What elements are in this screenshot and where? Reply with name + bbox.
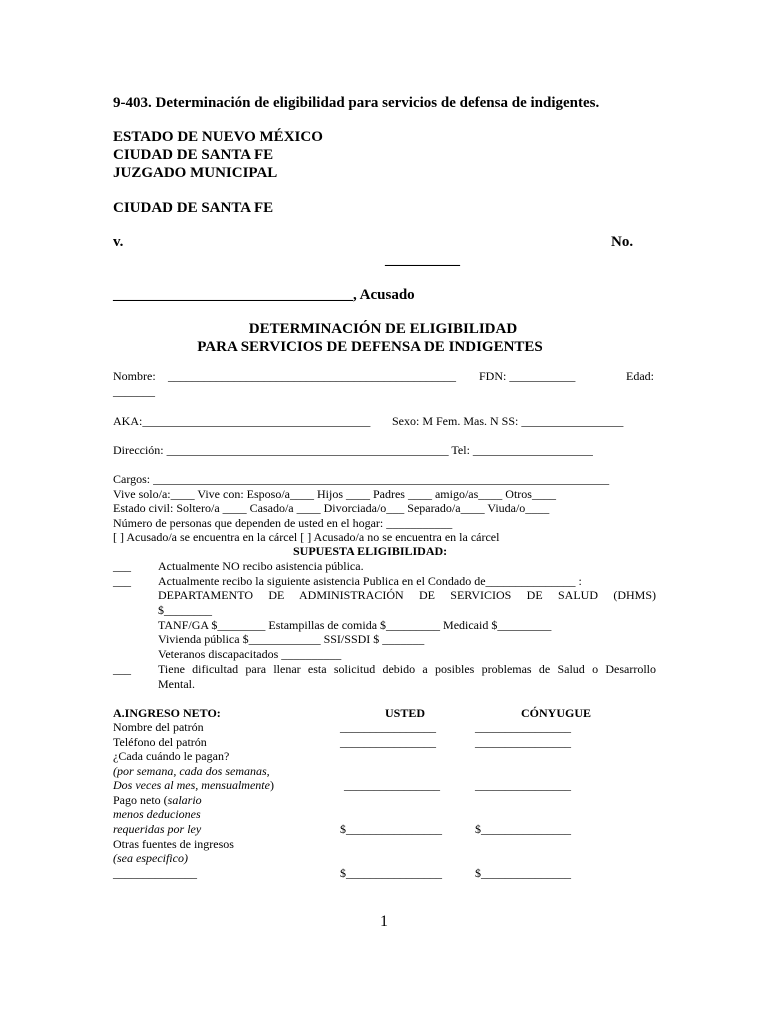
rule-title: 9-403. Determinación de eligibilidad para servicios de defensa de indigentes. [113, 95, 600, 111]
eligibility-item1-blank[interactable]: ___ [113, 559, 131, 573]
net-pay-note2: menos deduciones [113, 807, 201, 821]
accused-line: ________________________________, Acusado [113, 287, 415, 303]
employer-phone-conyuge[interactable]: ________________ [475, 735, 571, 749]
income-col-conyuge: CÓNYUGUE [521, 706, 592, 720]
eligibility-item2-blank[interactable]: ___ [113, 574, 131, 588]
living-situation-field[interactable]: Vive solo/a:____ Vive con: Esposo/a____ Hijos ____ Padres ____ amigo/as____ Otros____ [113, 487, 556, 501]
age-field[interactable]: _______ [113, 384, 155, 398]
eligibility-item2-tanf[interactable]: TANF/GA $________ Estampillas de comida $_________ Medicaid $_________ [158, 618, 552, 632]
pay-frequency-usted[interactable]: ________________ [344, 778, 440, 792]
form-title-line2: PARA SERVICIOS DE DEFENSA DE INDIGENTES [197, 339, 543, 355]
case-number-label: No. [611, 234, 634, 250]
pay-frequency-label: ¿Cada cuándo le pagan? [113, 749, 230, 763]
case-number-blank: __________ [385, 252, 460, 268]
eligibility-item3-text: Tiene dificultad para llenar esta solicitud debido a posibles problemas de Salud o Desarrollo [158, 662, 656, 676]
employer-phone-usted[interactable]: ________________ [340, 735, 436, 749]
net-pay-label: Pago neto ( [113, 793, 168, 807]
jail-status-checkboxes[interactable]: [ ] Acusado/a se encuentra en la cárcel [ ] Acusado/a no se encuentra en la cárcel [113, 530, 500, 544]
net-pay-label-wrap [113, 793, 202, 808]
sex-ss-field[interactable]: Sexo: M Fem. Mas. N SS: _________________ [392, 414, 624, 428]
employer-name-usted[interactable]: ________________ [340, 720, 436, 734]
eligibility-item2-veterans[interactable]: Veteranos discapacitados __________ [158, 647, 342, 661]
eligibility-item3-blank[interactable]: ___ [113, 662, 131, 676]
pay-frequency-note2: Dos veces al mes, mensualmente [113, 778, 270, 792]
address-phone-field[interactable]: Dirección: _______________________________________________ Tel: ____________________ [113, 443, 593, 457]
dependents-field[interactable]: Número de personas que dependen de usted en el hogar: ___________ [113, 516, 453, 530]
eligibility-item2-housing[interactable]: Vivienda pública $____________ SSI/SSDI $ _______ [158, 632, 425, 646]
income-heading: A.INGRESO NETO: [113, 706, 221, 720]
court-name: JUZGADO MUNICIPAL [113, 165, 278, 181]
pay-frequency-note1: (por semana, cada dos semanas, [113, 764, 270, 778]
versus-label: v. [113, 234, 124, 250]
name-field[interactable]: ________________________________________________ [168, 369, 456, 383]
pay-frequency-note2-close: ) [269, 778, 274, 792]
state-name: ESTADO DE NUEVO MÉXICO [113, 129, 323, 145]
employer-name-conyuge[interactable]: ________________ [475, 720, 571, 734]
city-name: CIUDAD DE SANTA FE [113, 147, 274, 163]
net-pay-note3: requeridas por ley [113, 822, 202, 836]
pay-frequency-note2-wrap [113, 778, 274, 793]
eligibility-heading: SUPUESTA ELIGIBILIDAD: [293, 544, 448, 558]
eligibility-item3-text-cont: Mental. [158, 677, 195, 691]
net-pay-conyuge[interactable]: $_______________ [475, 822, 571, 836]
other-income-usted[interactable]: $________________ [340, 866, 442, 880]
form-title-line1: DETERMINACIÓN DE ELIGIBILIDAD [248, 321, 518, 337]
income-col-usted: USTED [385, 706, 426, 720]
other-income-conyuge[interactable]: $_______________ [475, 866, 571, 880]
other-income-source[interactable]: ______________ [113, 866, 197, 880]
charges-field[interactable]: Cargos: ____________________________________________________________________________ [113, 472, 610, 486]
civil-status-field[interactable]: Estado civil: Soltero/a ____ Casado/a ____ Divorciada/o___ Separado/a____ Viuda/o____ [113, 501, 550, 515]
net-pay-usted[interactable]: $________________ [340, 822, 442, 836]
eligibility-item2-dept: DEPARTAMENTO DE ADMINISTRACIÓN DE SERVICIOS DE SALUD (DHMS) [158, 588, 656, 602]
aka-field[interactable]: AKA:______________________________________ [113, 414, 371, 428]
page-number: 1 [380, 913, 388, 930]
age-label: Edad: [626, 369, 654, 383]
name-label: Nombre: [113, 369, 156, 383]
other-income-label: Otras fuentes de ingresos [113, 837, 234, 851]
eligibility-item2-amount[interactable]: $________ [158, 603, 212, 617]
eligibility-item1-text: Actualmente NO recibo asistencia pública. [158, 559, 364, 573]
dob-field[interactable]: FDN: ___________ [479, 369, 576, 383]
employer-phone-label: Teléfono del patrón [113, 735, 207, 749]
net-pay-note1: salario [167, 793, 202, 807]
eligibility-item2-county: Actualmente recibo la siguiente asistencia Publica en el Condado de_______________ : [158, 574, 582, 588]
employer-name-label: Nombre del patrón [113, 720, 204, 734]
plaintiff-name: CIUDAD DE SANTA FE [113, 200, 274, 216]
other-income-note: (sea especifico) [113, 851, 188, 865]
pay-frequency-conyuge[interactable]: ________________ [475, 778, 571, 792]
